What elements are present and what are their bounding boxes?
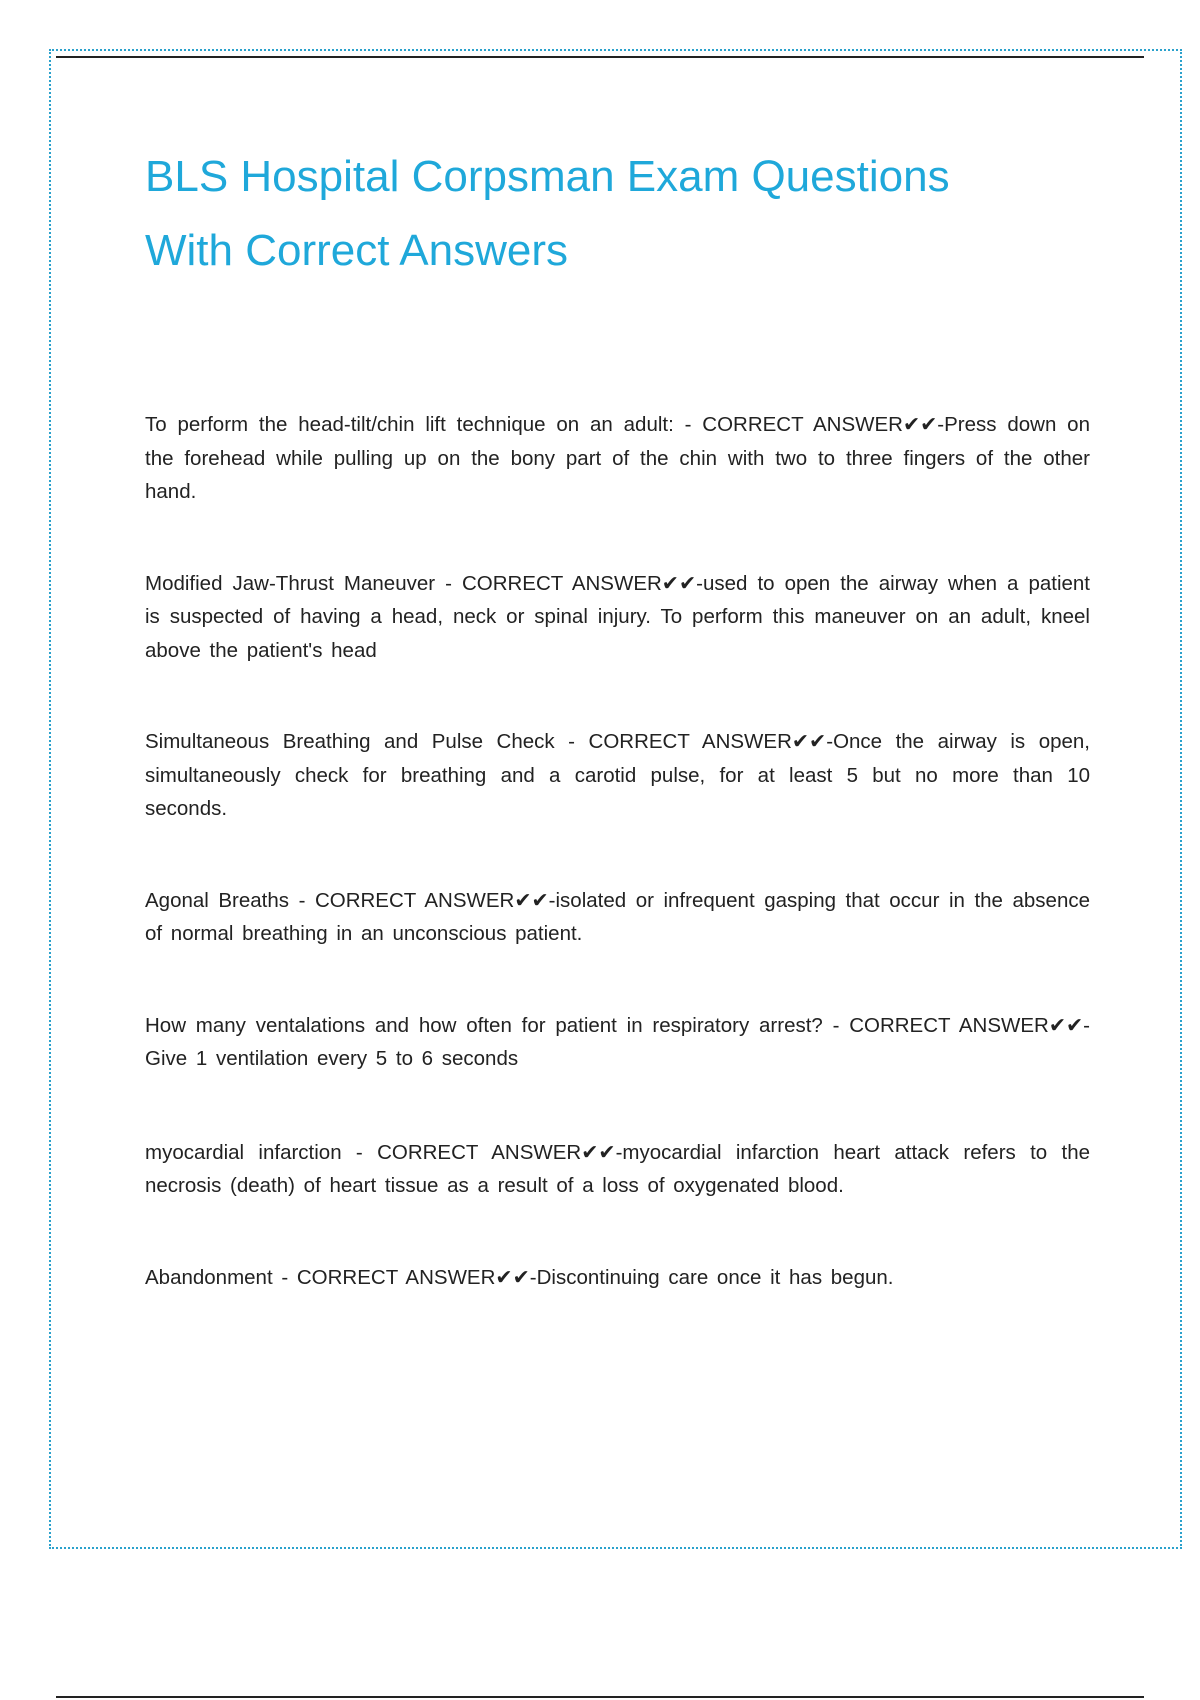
qa-item-respiratory-arrest-ventilations: How many ventalations and how often for patient in respiratory arrest? - CORRECT ANSWER✔✔-Give 1 ventilation every 5 to 6 seconds (145, 1013, 1090, 1070)
qa-item-head-tilt-chin-lift: To perform the head-tilt/chin lift technique on an adult: - CORRECT ANSWER✔✔-Press down on the forehead while pulling up on the bony part of the chin with two to three fingers of the other hand. (145, 413, 1090, 503)
qa-item-agonal-breaths: Agonal Breaths - CORRECT ANSWER✔✔-isolated or infrequent gasping that occur in the absence of normal breathing in an unconscious patient. (145, 888, 1090, 945)
title-line-2: With Correct Answers (145, 226, 568, 275)
qa-item-breathing-pulse-check: Simultaneous Breathing and Pulse Check - CORRECT ANSWER✔✔-Once the airway is open, simultaneously check for breathing and a carotid pulse, for at least 5 but no more than 10 seconds. (145, 730, 1090, 820)
qa-item-abandonment: Abandonment - CORRECT ANSWER✔✔-Discontinuing care once it has begun. (145, 1265, 894, 1289)
title-line-1: BLS Hospital Corpsman Exam Questions (145, 152, 950, 201)
qa-item-modified-jaw-thrust: Modified Jaw-Thrust Maneuver - CORRECT ANSWER✔✔-used to open the airway when a patient is suspected of having a head, neck or spinal injury. To perform this maneuver on an adult, kneel above the patient's head (145, 571, 1090, 662)
qa-item-myocardial-infarction: myocardial infarction - CORRECT ANSWER✔✔-myocardial infarction heart attack refers to the necrosis (death) of heart tissue as a result of a loss of oxygenated blood. (145, 1140, 1090, 1197)
footer-rule (56, 1696, 1144, 1698)
document-title (145, 140, 1065, 288)
header-rule (56, 56, 1144, 58)
question-answer-list (145, 408, 1090, 1352)
